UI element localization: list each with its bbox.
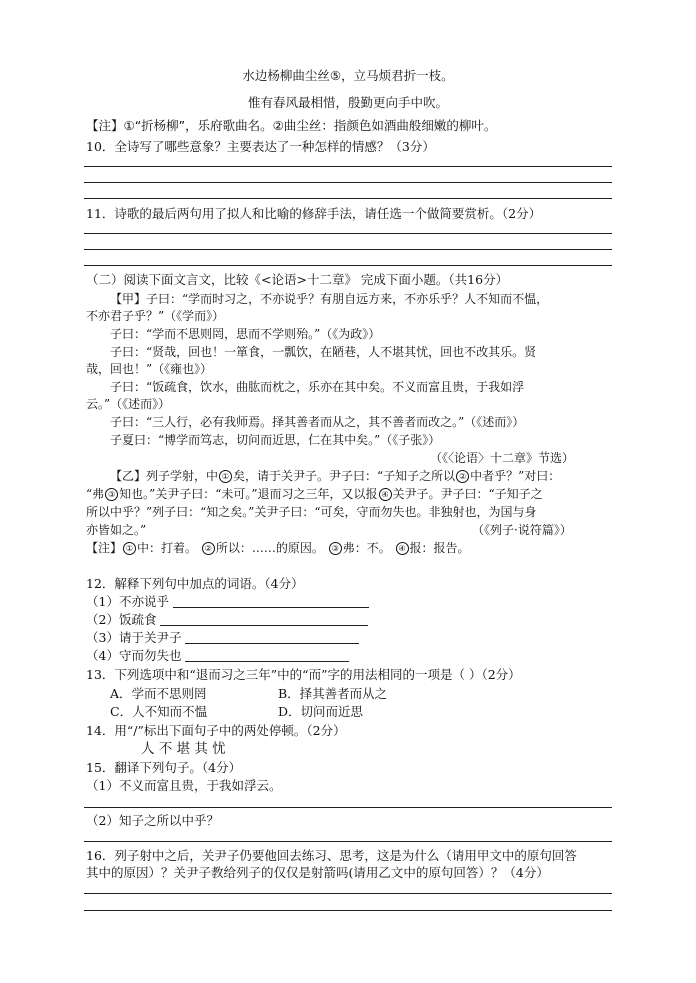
passage-yi-line-2: “弗 ③ 知也。”关尹子曰：“未可。”退而习之三年，又以报 ④ 关尹子。尹子曰：“子知子之 [86, 487, 543, 501]
q12-item: （4）守而勿失也 [86, 648, 349, 664]
passage-yi-line-1: 【乙】列子学射，中 ① 矣，请于关尹子。尹子曰：“子知子之所以 ② 中者乎？”对曰： [110, 469, 561, 483]
passage-yi-line-4: 亦皆如之。” [86, 523, 147, 537]
answer-line[interactable] [84, 182, 612, 183]
answer-line[interactable] [84, 166, 612, 167]
passage-jia-line: 云。”（《述而》） [86, 397, 171, 411]
question-10: 10．全诗写了哪些意象？主要表达了一种怎样的情感？（3分） [86, 139, 435, 154]
q13-option-a[interactable]: A．学而不思则罔 [110, 686, 207, 701]
question-12: 12．解释下列句中加点的词语。（4分） [86, 576, 304, 591]
poem-note: 【注】①“折杨柳”，乐府歌曲名。②曲尘丝：指颜色如酒曲般细嫩的柳叶。 [86, 118, 497, 133]
answer-line[interactable] [84, 249, 612, 250]
question-15: 15．翻译下列句子。（4分） [86, 760, 242, 775]
answer-line[interactable] [84, 910, 612, 911]
passage-jia-line: 子曰：“学而不思则罔，思而不学则殆。”（《为政》） [110, 327, 381, 341]
question-14: 14．用“/”标出下面句子中的两处停顿。（2分） [86, 723, 346, 738]
answer-line[interactable] [84, 807, 612, 808]
passage-jia-line: 哉，回也！”（《雍也》） [86, 362, 213, 376]
passage-yi-line-3: 所以中乎？”列子曰：“知之矣。”关尹子曰：“可矣，守而勿失也。非独射也，为国与身 [86, 505, 537, 519]
answer-blank[interactable] [185, 631, 359, 644]
section-2-heading: （二）阅读下面文言文，比较《<论语>十二章》 完成下面小题。（共16分） [86, 272, 509, 287]
answer-line[interactable] [84, 233, 612, 234]
q12-item: （2）饭疏食 [86, 612, 368, 628]
q13-option-c[interactable]: C．人不知而不愠 [110, 704, 208, 719]
poem-line-1: 水边杨柳曲尘丝⑤，立马烦君折一枝。 [242, 68, 454, 83]
passage-jia-line: 子曰：“饭疏食，饮水，曲肱而枕之，乐亦在其中矣。不义而富且贵，于我如浮 [110, 380, 525, 394]
answer-line[interactable] [84, 265, 612, 266]
answer-line[interactable] [84, 893, 612, 894]
passage-jia-line: 子曰：“三人行，必有我师焉。择其善者而从之，其不善者而改之。”（《述而》） [110, 415, 525, 429]
q15-item-1: （1）不义而富且贵，于我如浮云。 [86, 778, 282, 793]
answer-blank[interactable] [173, 595, 369, 608]
q15-item-2: （2）知子之所以中乎？ [86, 813, 219, 828]
poem-line-2: 惟有春风最相惜，殷勤更向手中吹。 [247, 95, 448, 110]
passage-jia-source: （《〈论语〉十二章》节选） [430, 451, 575, 465]
answer-line[interactable] [84, 841, 612, 842]
q12-item: （1）不亦说乎 [86, 594, 369, 610]
answer-line[interactable] [84, 198, 612, 199]
passage-note: 【注】 ① 中：打着。 ② 所以：……的原因。 ③ 弗：不。 ④ 报：报告。 [86, 541, 470, 555]
q12-item: （3）请于关尹子 [86, 630, 359, 646]
passage-jia-line: 子曰：“贤哉，回也！一箪食，一瓢饮，在陋巷，人不堪其忧，回也不改其乐。贤 [110, 345, 537, 359]
passage-yi-source: （《列子·说符篇》） [472, 523, 572, 537]
answer-blank[interactable] [185, 649, 349, 662]
question-13: 13．下列选项中和“退而习之三年”中的“而”字的用法相同的一项是（ ）（2分） [86, 667, 521, 682]
answer-blank[interactable] [160, 613, 368, 626]
q13-option-d[interactable]: D．切问而近思 [278, 704, 364, 719]
question-16-line-2: 其中的原因）？关尹子教给列子的仅仅是射箭吗(请用乙文中的原句回答）？（4分） [86, 865, 549, 880]
q13-option-b[interactable]: B．择其善者而从之 [278, 686, 388, 701]
question-11: 11．诗歌的最后两句用了拟人和比喻的修辞手法，请任选一个做简要赏析。（2分） [86, 206, 542, 221]
passage-jia-line: 子夏曰：“博学而笃志，切问而近思，仁在其中矣。”（《子张》） [110, 433, 441, 447]
passage-jia-line: 【甲】子曰：“学而时习之，不亦说乎？有朋自远方来，不亦乐乎？人不知而不愠， [110, 292, 549, 306]
q14-phrase[interactable]: 人 不 堪 其 忧 [141, 741, 226, 757]
question-16-line-1: 16．列子射中之后，关尹子仍要他回去练习、思考，这是为什么（请用甲文中的原句回答 [86, 848, 577, 863]
passage-jia-line: 不亦君子乎？”（《学而》） [86, 309, 225, 323]
